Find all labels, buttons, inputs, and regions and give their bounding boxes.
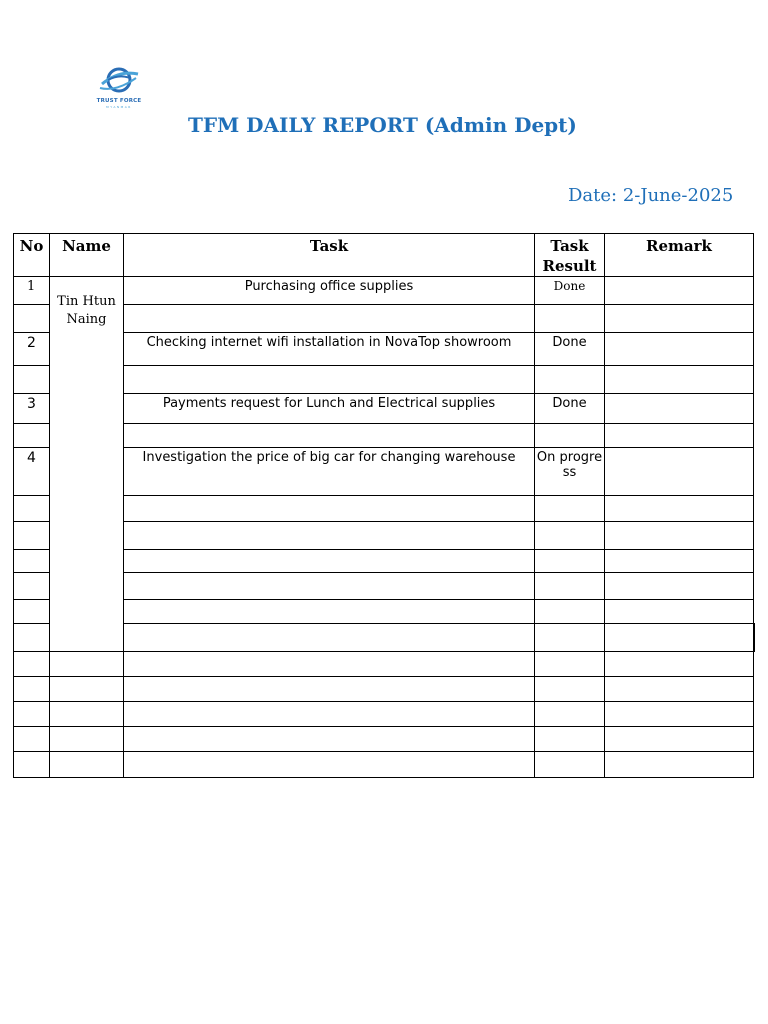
task-remark <box>605 277 754 305</box>
table-row <box>14 573 755 600</box>
header-remark: Remark <box>605 234 754 277</box>
task-remark <box>605 333 754 366</box>
table-row <box>14 305 755 333</box>
table-row <box>14 496 755 522</box>
task-result: Done <box>535 333 605 366</box>
table-row <box>14 550 755 573</box>
table-row <box>14 702 755 727</box>
task-description: Checking internet wifi installation in NovaTop showroom <box>124 333 535 366</box>
task-number: 3 <box>14 394 50 424</box>
table-row <box>14 727 755 752</box>
task-remark <box>605 394 754 424</box>
logo-brand-text: TRUST FORCE <box>96 98 142 104</box>
table-row <box>14 652 755 677</box>
employee-name: Tin Htun Naing <box>50 277 124 652</box>
table-row <box>14 677 755 702</box>
report-date: Date: 2-June-2025 <box>568 185 734 206</box>
table-row <box>14 394 755 424</box>
header-task: Task <box>124 234 535 277</box>
task-number: 4 <box>14 448 50 496</box>
globe-logo-icon <box>86 62 152 98</box>
table-row <box>14 424 755 448</box>
report-title: TFM DAILY REPORT (Admin Dept) <box>188 113 577 137</box>
task-remark <box>605 448 754 496</box>
table-row <box>14 752 755 778</box>
table-row <box>14 600 755 624</box>
table-row <box>14 333 755 366</box>
header-no: No <box>14 234 50 277</box>
task-number: 1 <box>14 277 50 305</box>
table-row <box>14 624 755 652</box>
table-row <box>14 277 755 305</box>
task-number: 2 <box>14 333 50 366</box>
task-result: On progress <box>535 448 605 496</box>
header-row <box>14 234 755 277</box>
task-result: Done <box>535 277 605 305</box>
table-row <box>14 448 755 496</box>
table-row <box>14 366 755 394</box>
company-logo <box>86 62 152 112</box>
logo-sub-text: MYANMAR <box>106 105 132 109</box>
task-description: Investigation the price of big car for changing warehouse <box>124 448 535 496</box>
table-row <box>14 522 755 550</box>
task-result: Done <box>535 394 605 424</box>
task-description: Payments request for Lunch and Electrical supplies <box>124 394 535 424</box>
header-name: Name <box>50 234 124 277</box>
task-description: Purchasing office supplies <box>124 277 535 305</box>
header-task-result: Task Result <box>535 234 605 277</box>
report-table <box>13 233 755 778</box>
